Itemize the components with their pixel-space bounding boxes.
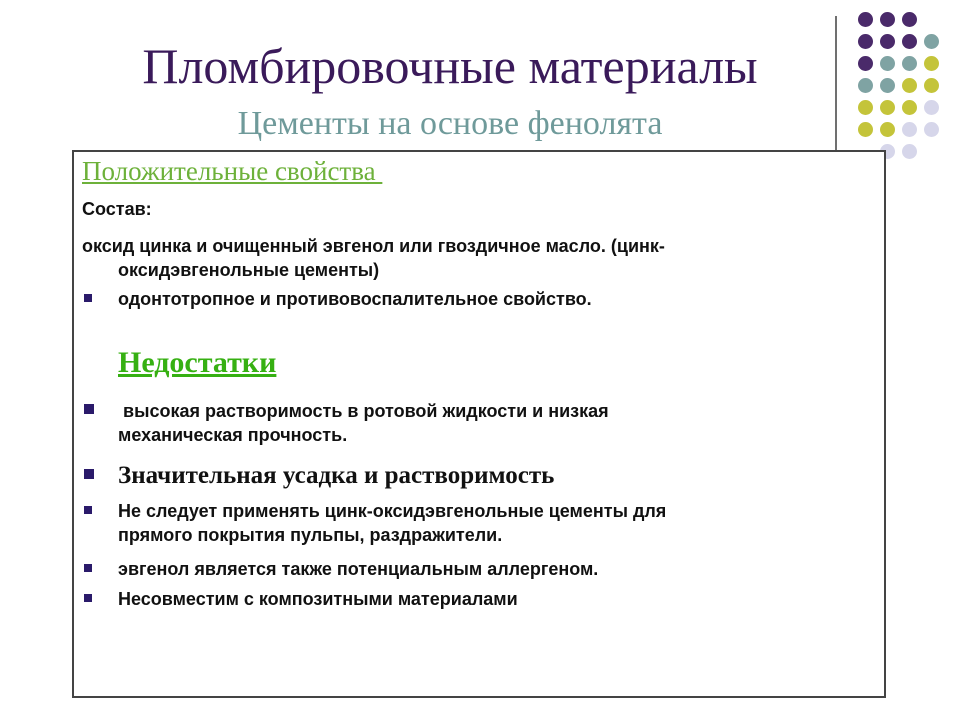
bullet-square-icon [84,506,92,514]
list-item [82,587,872,611]
dot [902,144,917,159]
list-item-text: Значительная усадка и растворимость [118,462,555,489]
decorative-dots [850,12,950,162]
list-item-line2: механическая прочность. [118,425,348,445]
dot [858,34,873,49]
list-item-line1: Не следует применять цинк-оксидэвгенольные цементы для [118,501,667,521]
dot [858,122,873,137]
list-item [82,557,872,581]
slide-subtitle: Цементы на основе фенолята [237,105,663,142]
list-item [82,399,872,447]
list-item [82,499,872,547]
list-item-text [82,399,872,447]
composition-text-line1: оксид цинка и очищенный эвгенол или гвоздичное масло. (цинк- [82,236,665,256]
bullet-square-icon [84,404,94,414]
dot [924,56,939,71]
section-heading-positive: Положительные свойства [82,156,383,186]
bullet-square-icon [84,564,92,572]
dot [858,100,873,115]
dot [880,56,895,71]
dot [902,100,917,115]
dot [858,12,873,27]
dot [880,122,895,137]
bullet-square-icon [84,294,92,302]
dot [880,34,895,49]
list-item-text: одонтотропное и противовоспалительное свойство. [118,289,592,309]
dot [902,56,917,71]
dot [924,122,939,137]
section-heading-negative: Недостатки [118,346,277,379]
bullet-square-icon [84,469,94,479]
dot [858,56,873,71]
list-item-line2: прямого покрытия пульпы, раздражители. [118,525,503,545]
dot [880,12,895,27]
dot [902,12,917,27]
dot [902,122,917,137]
dot [924,100,939,115]
composition-text [82,234,872,282]
list-item-line1: высокая растворимость в ротовой жидкости и низкая [118,401,609,421]
dot [880,78,895,93]
dot [924,34,939,49]
slide-title: Пломбировочные материалы [142,38,758,94]
dot [902,78,917,93]
list-item-text: Несовместим с композитными материалами [118,589,518,609]
dot [858,78,873,93]
list-item-text [82,499,872,547]
list-item [82,287,872,311]
dot [880,100,895,115]
list-item-text: эвгенол является также потенциальным аллергеном. [118,559,599,579]
composition-label: Состав: [82,199,152,219]
dot [924,78,939,93]
dot [902,34,917,49]
bullet-square-icon [84,594,92,602]
list-item [82,461,872,491]
composition-text-line2: оксидэвгенольные цементы) [118,260,380,280]
